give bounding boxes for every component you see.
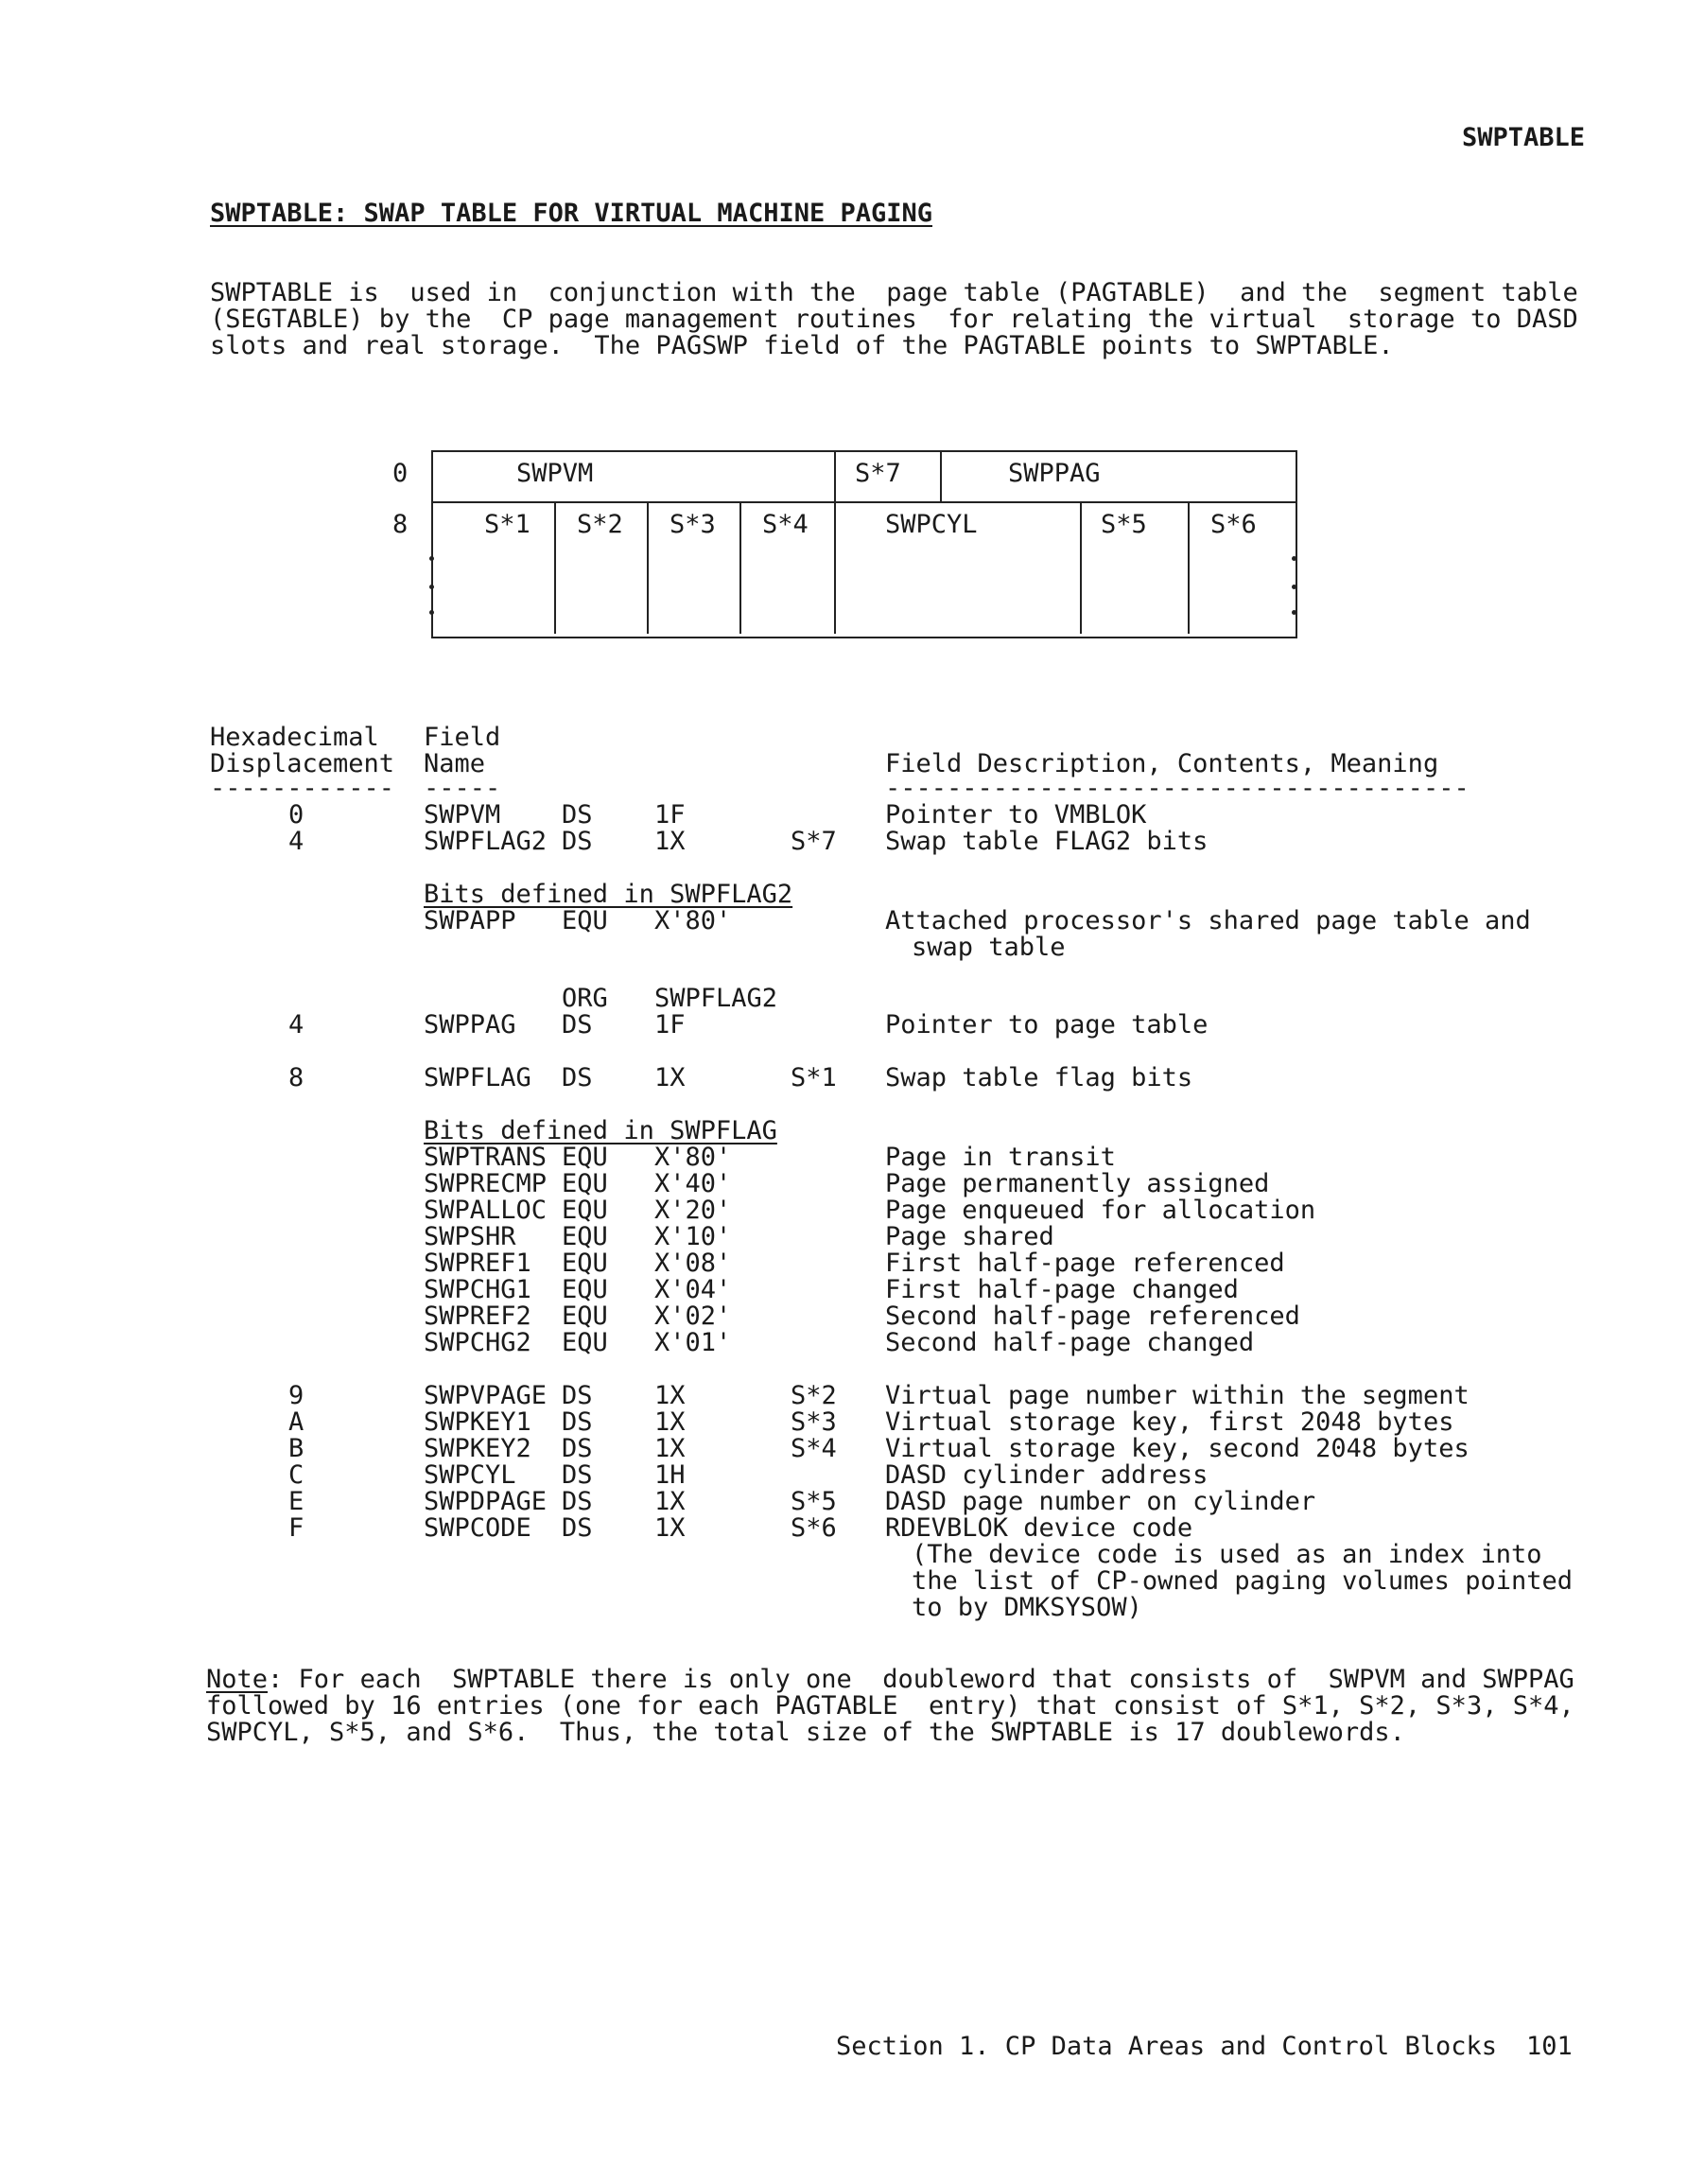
field-short: S*4 <box>791 1434 837 1463</box>
diagram-field-s7: S*7 <box>855 459 901 488</box>
field-val: 1X <box>654 1407 686 1437</box>
field-name: SWPKEY2 <box>424 1434 531 1463</box>
field-desc: Virtual storage key, first 2048 bytes <box>885 1407 1454 1437</box>
note-text: : For each SWPTABLE there is only one doubleword that consists of SWPVM and SWPPAG <box>268 1665 1574 1694</box>
diagram-divider <box>1080 501 1082 634</box>
diagram-divider <box>834 452 836 501</box>
col-desc-rule: -------------------------------------- <box>885 774 1470 803</box>
flag-bits-heading: Bits defined in SWPFLAG <box>424 1116 777 1145</box>
field-disp: 4 <box>288 1010 304 1040</box>
field-short: S*7 <box>791 827 837 856</box>
field-desc: Attached processor's shared page table and <box>885 906 1531 935</box>
col-disp-line2: Displacement <box>210 749 395 778</box>
field-val: X'04' <box>654 1275 732 1304</box>
diagram-divider <box>940 452 942 501</box>
org-val: SWPFLAG2 <box>654 984 778 1013</box>
device-code-note: (The device code is used as an index into <box>912 1540 1542 1569</box>
diagram-row-divider <box>433 501 1296 503</box>
field-desc: Pointer to VMBLOK <box>885 800 1147 830</box>
field-disp: E <box>288 1487 304 1516</box>
device-code-note: to by DMKSYSOW) <box>912 1593 1142 1622</box>
field-val: 1X <box>654 827 686 856</box>
col-disp-line1: Hexadecimal <box>210 723 379 752</box>
field-disp: 4 <box>288 827 304 856</box>
field-name: SWPCHG1 <box>424 1275 531 1304</box>
device-code-note: the list of CP-owned paging volumes pointed <box>912 1566 1573 1596</box>
field-name: SWPFLAG2 <box>424 827 548 856</box>
field-op: DS <box>562 1063 593 1092</box>
diagram-field-s5: S*5 <box>1101 510 1147 539</box>
field-name: SWPDPAGE <box>424 1487 548 1516</box>
field-op: DS <box>562 1460 593 1490</box>
field-val: X'10' <box>654 1222 732 1251</box>
field-val: 1H <box>654 1460 686 1490</box>
field-desc: Virtual page number within the segment <box>885 1381 1470 1410</box>
field-name: SWPKEY1 <box>424 1407 531 1437</box>
field-desc: Swap table FLAG2 bits <box>885 827 1209 856</box>
field-disp: 9 <box>288 1381 304 1410</box>
field-op: DS <box>562 800 593 830</box>
diagram-field-swppag: SWPPAG <box>1008 459 1101 488</box>
field-op: EQU <box>562 1143 608 1172</box>
note-label: Note <box>206 1665 269 1694</box>
field-val: X'80' <box>654 1143 732 1172</box>
diagram-dot <box>429 556 434 561</box>
intro-line: SWPTABLE is used in conjunction with the page table (PAGTABLE) and the segment table <box>210 278 1578 307</box>
field-val: X'01' <box>654 1328 732 1357</box>
field-short: S*3 <box>791 1407 837 1437</box>
intro-line: (SEGTABLE) by the CP page management routines for relating the virtual storage to DASD <box>210 305 1578 334</box>
field-val: X'02' <box>654 1302 732 1331</box>
field-op: EQU <box>562 1328 608 1357</box>
field-op: EQU <box>562 1275 608 1304</box>
field-short: S*6 <box>791 1513 837 1543</box>
field-desc: Swap table flag bits <box>885 1063 1193 1092</box>
field-name: SWPREF2 <box>424 1302 531 1331</box>
note-line-1 <box>206 1667 1574 1693</box>
field-desc: Virtual storage key, second 2048 bytes <box>885 1434 1470 1463</box>
field-val: X'80' <box>654 906 732 935</box>
field-val: 1X <box>654 1434 686 1463</box>
field-disp: B <box>288 1434 304 1463</box>
field-name: SWPREF1 <box>424 1249 531 1278</box>
field-val: 1X <box>654 1487 686 1516</box>
field-desc: DASD cylinder address <box>885 1460 1209 1490</box>
intro-line: slots and real storage. The PAGSWP field of the PAGTABLE points to SWPTABLE. <box>210 331 1394 360</box>
field-desc: First half-page changed <box>885 1275 1239 1304</box>
field-name: SWPCHG2 <box>424 1328 531 1357</box>
note-line-3: SWPCYL, S*5, and S*6. Thus, the total size of the SWPTABLE is 17 doublewords. <box>206 1718 1405 1747</box>
field-val: X'08' <box>654 1249 732 1278</box>
field-name: SWPPAG <box>424 1010 516 1040</box>
note-line-2: followed by 16 entries (one for each PAGTABLE entry) that consist of S*1, S*2, S*3, S*4, <box>206 1691 1574 1721</box>
col-disp-rule: ------------ <box>210 774 395 803</box>
field-desc: RDEVBLOK device code <box>885 1513 1193 1543</box>
diagram-field-s6: S*6 <box>1210 510 1257 539</box>
col-name-rule: ----- <box>424 774 501 803</box>
field-val: X'40' <box>654 1169 732 1198</box>
diagram-dot <box>429 585 434 589</box>
field-name: SWPFLAG <box>424 1063 531 1092</box>
field-desc: Page enqueued for allocation <box>885 1196 1316 1225</box>
field-desc: Page in transit <box>885 1143 1116 1172</box>
field-desc: Second half-page referenced <box>885 1302 1300 1331</box>
field-disp: A <box>288 1407 304 1437</box>
field-op: DS <box>562 1381 593 1410</box>
field-val: X'20' <box>654 1196 732 1225</box>
field-op: EQU <box>562 1196 608 1225</box>
field-desc: Pointer to page table <box>885 1010 1209 1040</box>
field-disp: 8 <box>288 1063 304 1092</box>
col-name-line2: Name <box>424 749 486 778</box>
diagram-divider <box>554 501 556 634</box>
field-name: SWPRECMP <box>424 1169 548 1198</box>
field-name: SWPALLOC <box>424 1196 548 1225</box>
diagram-offset-8: 8 <box>392 510 409 539</box>
field-val: 1X <box>654 1381 686 1410</box>
field-val: 1F <box>654 800 686 830</box>
field-op: DS <box>562 1487 593 1516</box>
diagram-divider <box>1188 501 1190 634</box>
field-disp: 0 <box>288 800 304 830</box>
running-head: SWPTABLE <box>1462 123 1586 152</box>
diagram-field-s1: S*1 <box>484 510 530 539</box>
org-op: ORG <box>562 984 608 1013</box>
field-short: S*1 <box>791 1063 837 1092</box>
diagram-divider <box>647 501 649 634</box>
diagram-divider <box>739 501 741 634</box>
field-desc: Page shared <box>885 1222 1054 1251</box>
field-desc-continued: swap table <box>912 933 1066 962</box>
diagram-divider <box>834 501 836 634</box>
field-name: SWPVM <box>424 800 501 830</box>
diagram-dot <box>1292 556 1296 561</box>
field-val: 1F <box>654 1010 686 1040</box>
diagram-offset-0: 0 <box>392 459 409 488</box>
field-op: EQU <box>562 1302 608 1331</box>
field-name: SWPTRANS <box>424 1143 548 1172</box>
diagram-dot <box>429 610 434 615</box>
field-val: 1X <box>654 1513 686 1543</box>
diagram-field-s4: S*4 <box>762 510 809 539</box>
field-op: DS <box>562 1434 593 1463</box>
col-name-line1: Field <box>424 723 501 752</box>
diagram-field-swpcyl: SWPCYL <box>885 510 978 539</box>
field-op: DS <box>562 1010 593 1040</box>
field-short: S*5 <box>791 1487 837 1516</box>
field-disp: C <box>288 1460 304 1490</box>
field-name: SWPAPP <box>424 906 516 935</box>
field-op: DS <box>562 1513 593 1543</box>
diagram-dot <box>1292 585 1296 589</box>
field-disp: F <box>288 1513 304 1543</box>
field-name: SWPCYL <box>424 1460 516 1490</box>
field-desc: Page permanently assigned <box>885 1169 1270 1198</box>
field-desc: First half-page referenced <box>885 1249 1285 1278</box>
field-val: 1X <box>654 1063 686 1092</box>
diagram-field-s2: S*2 <box>577 510 623 539</box>
field-op: EQU <box>562 906 608 935</box>
field-op: EQU <box>562 1222 608 1251</box>
field-name: SWPCODE <box>424 1513 531 1543</box>
field-desc: Second half-page changed <box>885 1328 1255 1357</box>
field-name: SWPVPAGE <box>424 1381 548 1410</box>
field-short: S*2 <box>791 1381 837 1410</box>
page-number: 101 <box>1526 2032 1573 2061</box>
field-op: EQU <box>562 1169 608 1198</box>
flag2-bits-heading: Bits defined in SWPFLAG2 <box>424 880 793 909</box>
field-op: DS <box>562 1407 593 1437</box>
footer-section: Section 1. CP Data Areas and Control Blocks <box>836 2032 1497 2061</box>
field-op: DS <box>562 827 593 856</box>
diagram-field-swpvm: SWPVM <box>516 459 594 488</box>
page-title: SWPTABLE: SWAP TABLE FOR VIRTUAL MACHINE PAGING <box>210 199 933 228</box>
diagram-dot <box>1292 610 1296 615</box>
field-op: EQU <box>562 1249 608 1278</box>
field-name: SWPSHR <box>424 1222 516 1251</box>
field-desc: DASD page number on cylinder <box>885 1487 1316 1516</box>
diagram-field-s3: S*3 <box>670 510 716 539</box>
col-desc: Field Description, Contents, Meaning <box>885 749 1439 778</box>
